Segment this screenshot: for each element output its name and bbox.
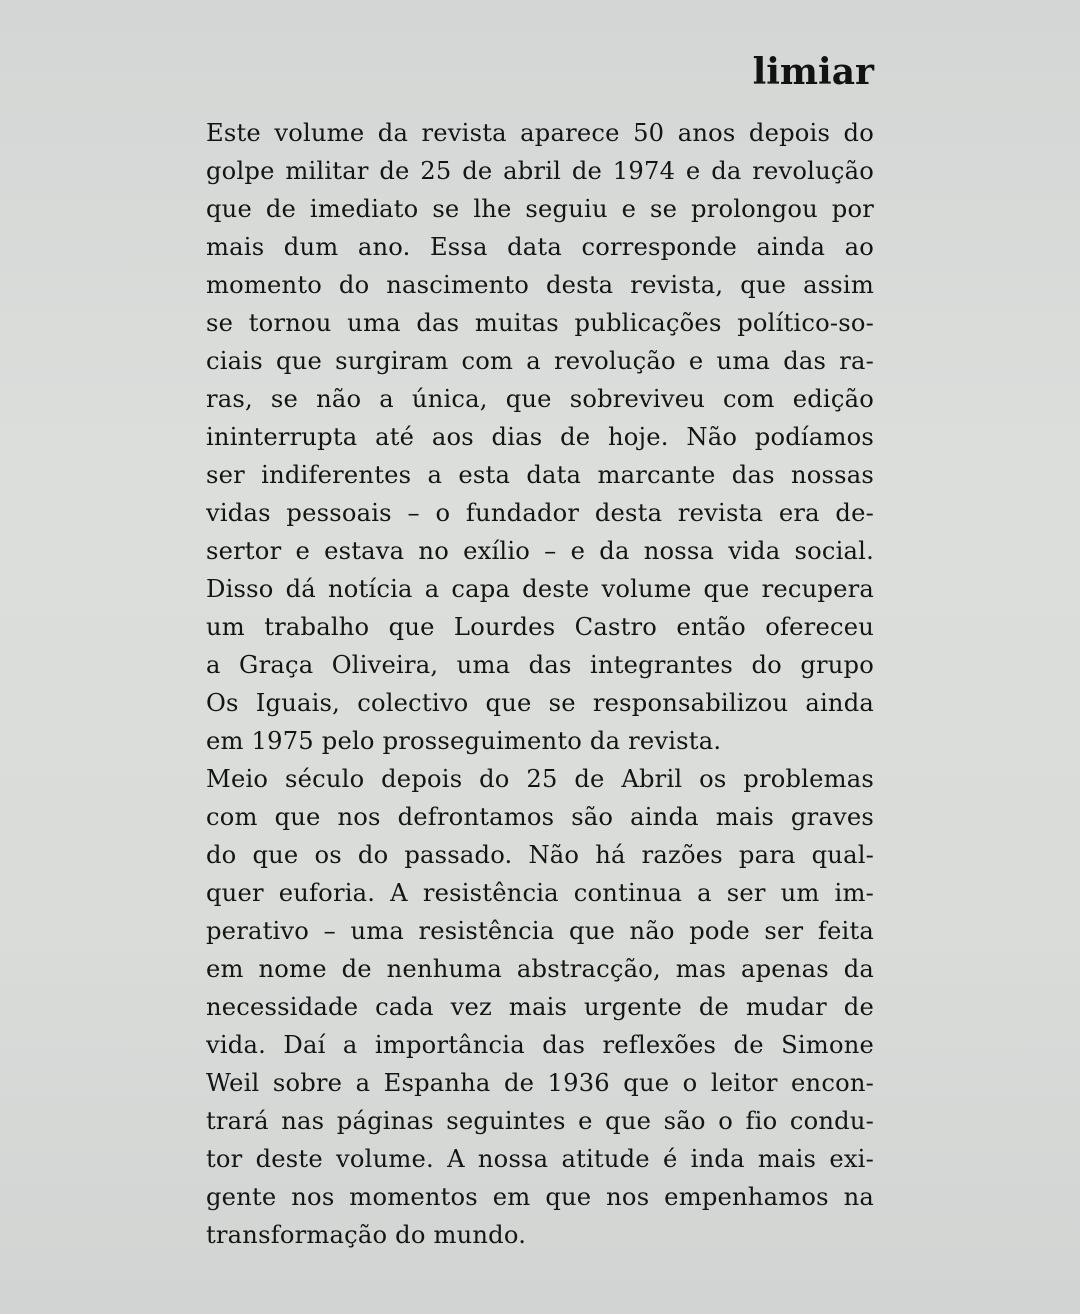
text-line: ser indiferentes a esta data marcante das nossas bbox=[206, 461, 874, 489]
text-line: em nome de nenhuma abstracção, mas apenas da bbox=[206, 955, 874, 983]
text-line: que de imediato se lhe seguiu e se prolongou por bbox=[206, 195, 874, 223]
text-line: mais dum ano. Essa data corresponde ainda ao bbox=[206, 233, 874, 261]
text-line: necessidade cada vez mais urgente de mudar de bbox=[206, 993, 874, 1021]
text-line: Meio século depois do 25 de Abril os problemas bbox=[206, 765, 874, 793]
text-line: a Graça Oliveira, uma das integrantes do grupo bbox=[206, 651, 874, 679]
page-title: limiar bbox=[752, 51, 874, 93]
text-line: Este volume da revista aparece 50 anos depois do bbox=[206, 119, 874, 147]
text-line: ininterrupta até aos dias de hoje. Não podíamos bbox=[206, 423, 874, 451]
text-line: sertor e estava no exílio – e da nossa vida social. bbox=[206, 537, 874, 565]
text-line: gente nos momentos em que nos empenhamos na bbox=[206, 1183, 874, 1211]
text-line: se tornou uma das muitas publicações político-so- bbox=[206, 309, 874, 337]
text-line: Weil sobre a Espanha de 1936 que o leitor encon- bbox=[206, 1069, 874, 1097]
text-line: trará nas páginas seguintes e que são o fio condu- bbox=[206, 1107, 874, 1135]
text-line: ciais que surgiram com a revolução e uma das ra- bbox=[206, 347, 874, 375]
body-text bbox=[206, 114, 874, 1254]
text-line: do que os do passado. Não há razões para qual- bbox=[206, 841, 874, 869]
text-line: ras, se não a única, que sobreviveu com edição bbox=[206, 385, 874, 413]
text-line: com que nos defrontamos são ainda mais graves bbox=[206, 803, 874, 831]
text-line: Disso dá notícia a capa deste volume que recupera bbox=[206, 575, 874, 603]
paragraph-2 bbox=[206, 760, 874, 1254]
text-line: vida. Daí a importância das reflexões de Simone bbox=[206, 1031, 874, 1059]
text-line: um trabalho que Lourdes Castro então ofereceu bbox=[206, 613, 874, 641]
text-line: vidas pessoais – o fundador desta revista era de- bbox=[206, 499, 874, 527]
text-line: golpe militar de 25 de abril de 1974 e da revolução bbox=[206, 157, 874, 185]
paragraph-1 bbox=[206, 114, 874, 760]
text-line: tor deste volume. A nossa atitude é inda mais exi- bbox=[206, 1145, 874, 1173]
text-line: perativo – uma resistência que não pode ser feita bbox=[206, 917, 874, 945]
text-line: Os Iguais, colectivo que se responsabilizou ainda bbox=[206, 689, 874, 717]
text-line: momento do nascimento desta revista, que assim bbox=[206, 271, 874, 299]
text-line: quer euforia. A resistência continua a ser um im- bbox=[206, 879, 874, 907]
text-line: em 1975 pelo prosseguimento da revista. bbox=[206, 727, 722, 755]
text-line: transformação do mundo. bbox=[206, 1221, 527, 1249]
